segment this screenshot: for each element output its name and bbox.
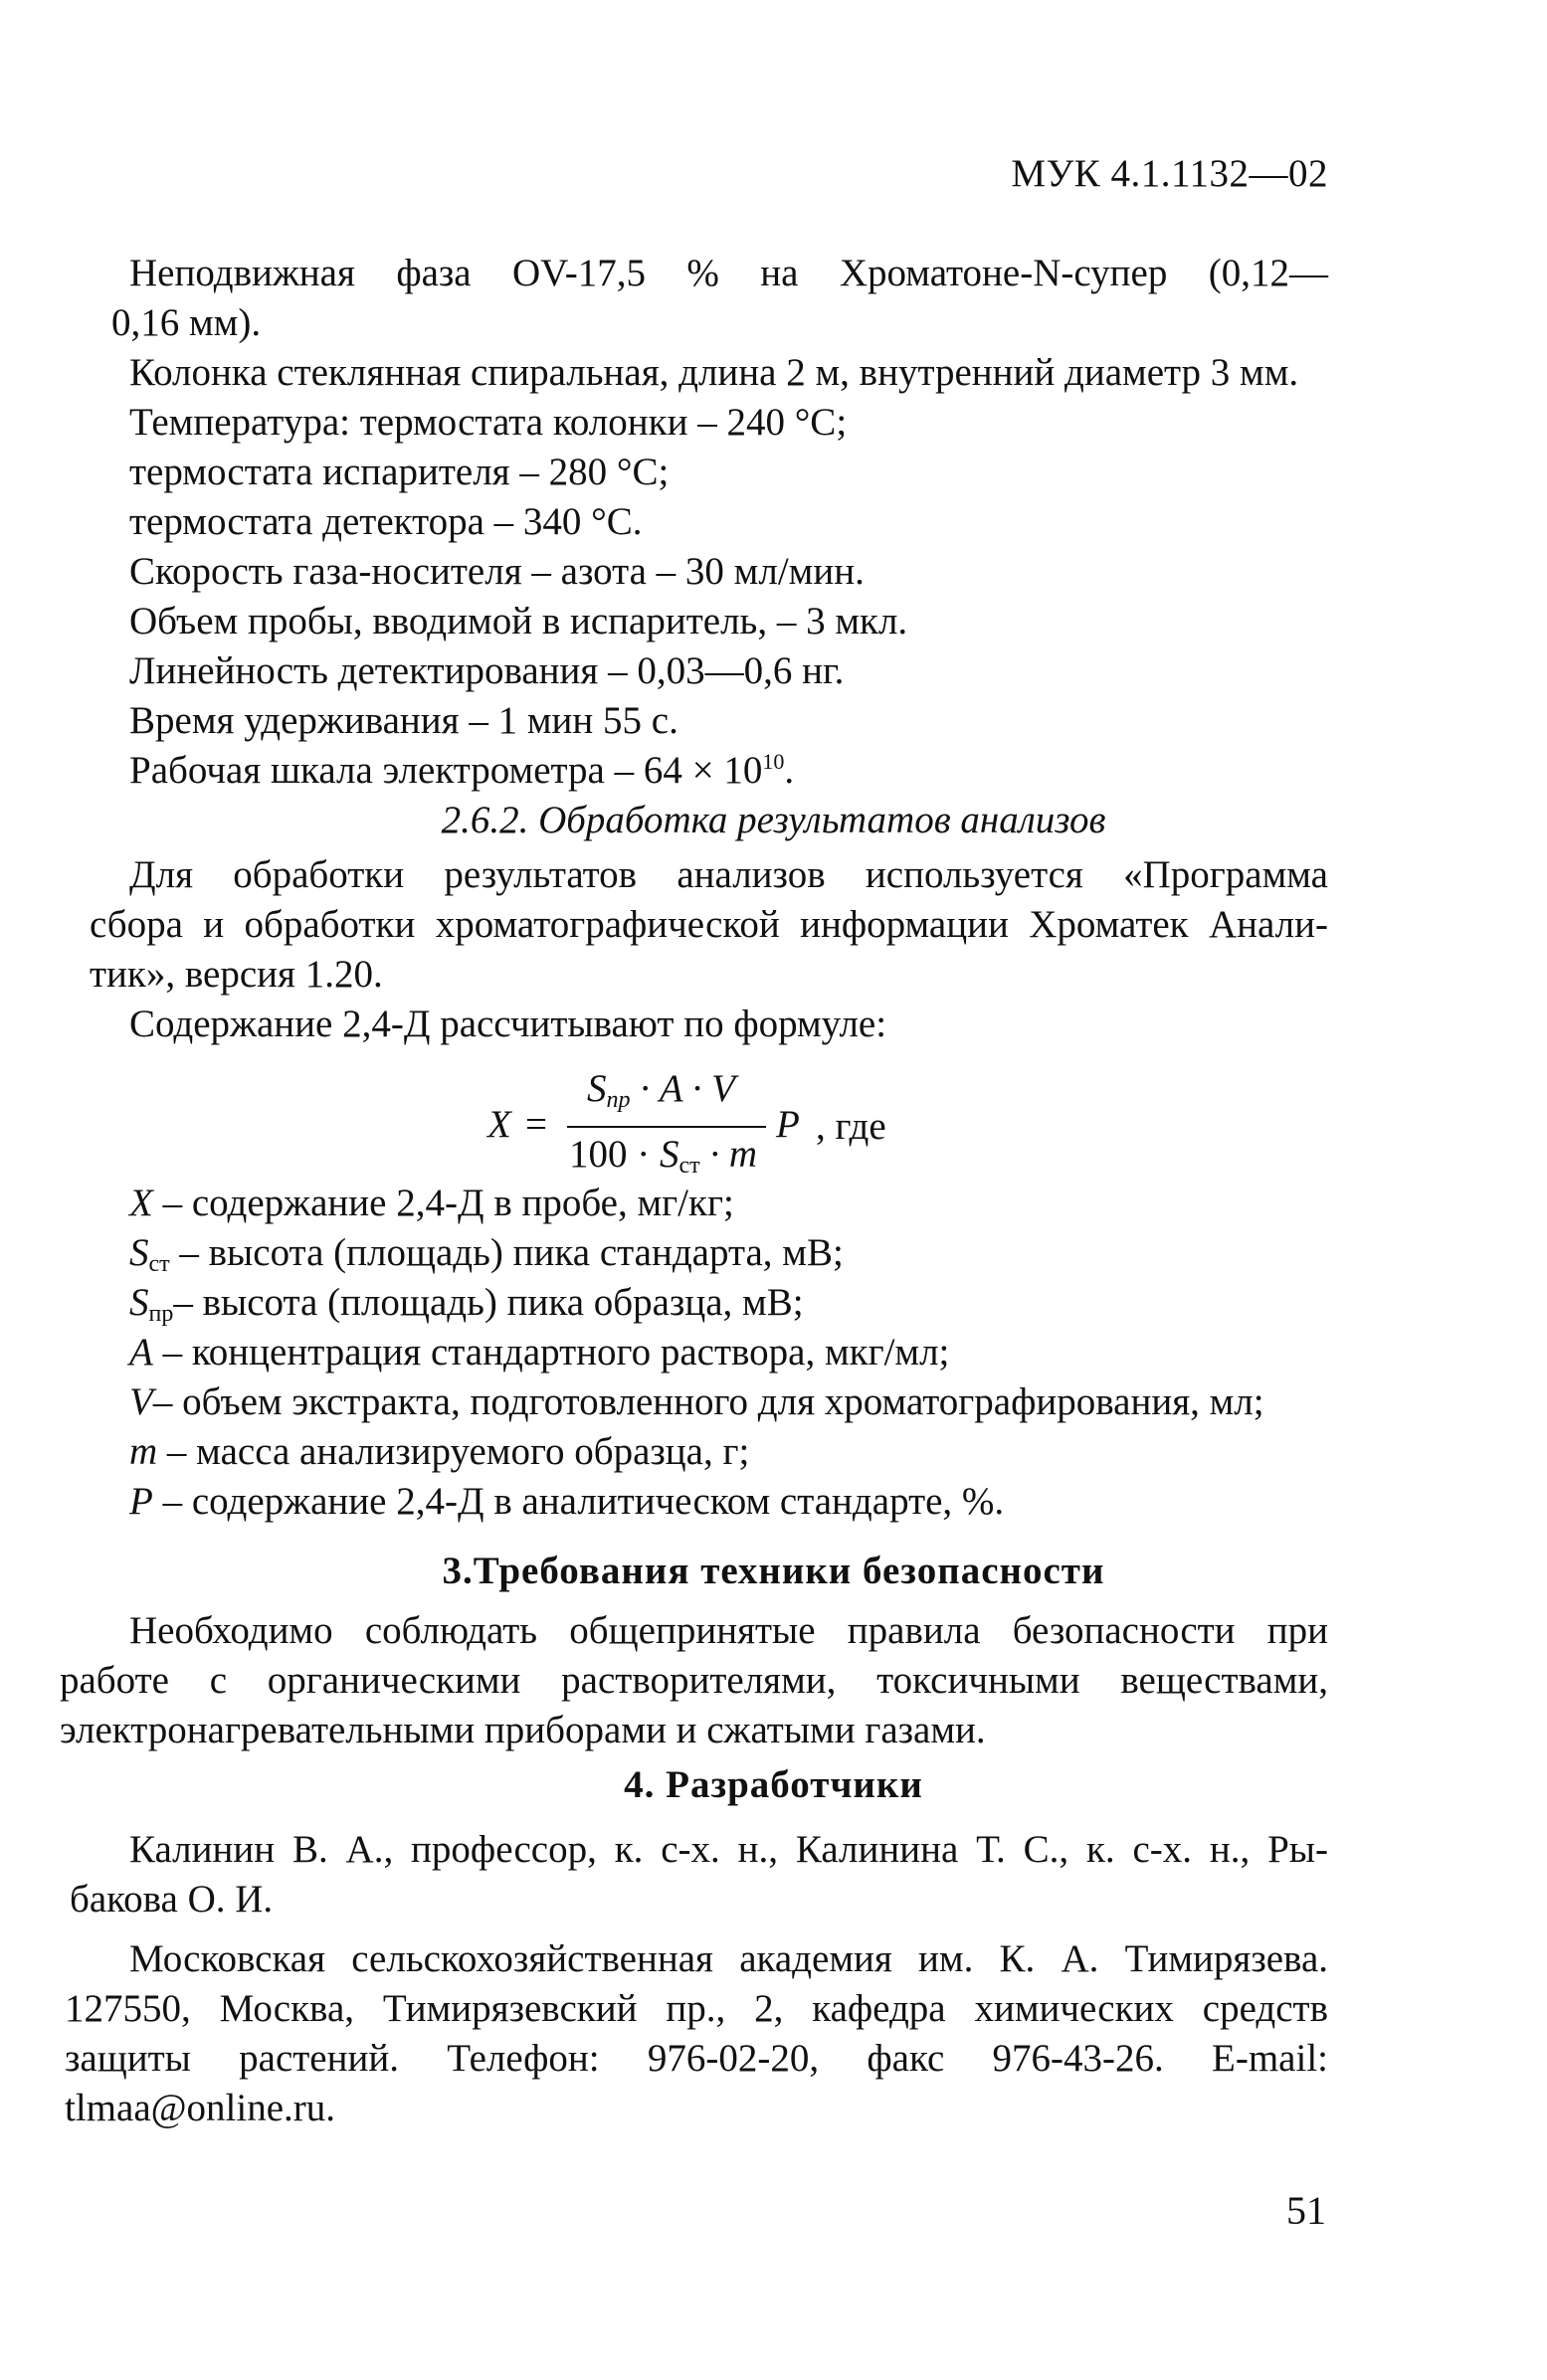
- authors-line: Калинин В. А., профессор, к. с-х. н., Калинина Т. С., к. с-х. н., Ры-: [129, 1828, 1328, 1871]
- section-3-text: [60, 1606, 1328, 1755]
- definition-line: [129, 1377, 1328, 1427]
- formula-p: P: [776, 1103, 800, 1146]
- org-email-line: tlmaa@online.ru.: [65, 2087, 336, 2129]
- section-2-6-2-title: 2.6.2. Обработка результатов анализов: [441, 799, 1106, 841]
- electrometer-scale-exponent: 10: [762, 749, 785, 774]
- org-line: 127550, Москва, Тимирязевский пр., 2, кафедра химических средств: [65, 1987, 1328, 2030]
- param-line: Время удерживания – 1 мин 55 с.: [129, 699, 678, 742]
- definition-text: – концентрация стандартного раствора, мкг/мл;: [152, 1331, 950, 1373]
- formula-den-s-subscript: ст: [678, 1153, 700, 1179]
- definition-symbol: S: [129, 1231, 149, 1274]
- electrometer-scale-text: Рабочая шкала электрометра – 64 × 10: [129, 749, 763, 792]
- org-line: защиты растений. Телефон: 976-02-20, факс 976-43-26. E-mail:: [65, 2037, 1328, 2080]
- definition-text: – масса анализируемого образца, г;: [157, 1430, 750, 1473]
- definition-line: [129, 1179, 1328, 1228]
- param-line: термостата испарителя – 280 °С;: [129, 451, 670, 493]
- section-4-authors: [70, 1825, 1328, 1924]
- definition-line: [129, 1427, 1328, 1477]
- section-4-title: 4. Разработчики: [624, 1763, 923, 1806]
- electrometer-scale-line: [129, 746, 1328, 796]
- authors-line: бакова О. И.: [70, 1878, 274, 1921]
- formula-definitions: [129, 1179, 1328, 1527]
- param-line: Линейность детектирования – 0,03—0,6 нг.: [129, 649, 845, 692]
- definition-text: – высота (площадь) пика стандарта, мВ;: [169, 1231, 844, 1274]
- paragraph-line: Для обработки результатов анализов используется «Программа: [129, 853, 1328, 896]
- definition-symbol: S: [129, 1281, 149, 1324]
- definition-symbol: P: [129, 1480, 153, 1523]
- definition-subscript: ст: [148, 1251, 170, 1277]
- formula-equals: =: [525, 1103, 547, 1146]
- definition-text: – содержание 2,4-Д в пробе, мг/кг;: [152, 1182, 734, 1224]
- formula-den-prefix: 100 ·: [569, 1133, 660, 1176]
- definition-line: [129, 1228, 1328, 1278]
- section-3-title: 3.Требования техники безопасности: [442, 1550, 1105, 1592]
- definition-symbol: X: [129, 1182, 153, 1224]
- definition-text: – объем экстракта, подготовленного для хроматографирования, мл;: [152, 1380, 1264, 1423]
- formula-intro: Содержание 2,4-Д рассчитывают по формуле:: [129, 1003, 887, 1045]
- section-4-organization: [65, 1934, 1328, 2133]
- section-2-6-2-text: [90, 850, 1328, 1049]
- definition-text: – высота (площадь) пика образца, мВ;: [173, 1281, 804, 1324]
- electrometer-scale-end: .: [784, 749, 795, 792]
- param-line: термостата детектора – 340 °С.: [129, 500, 643, 543]
- paragraph-line: Необходимо соблюдать общепринятые правила безопасности при: [129, 1609, 1328, 1652]
- definition-line: [129, 1477, 1328, 1527]
- definition-symbol: A: [129, 1331, 153, 1373]
- definition-text: – содержание 2,4-Д в аналитическом стандарте, %.: [152, 1480, 1005, 1523]
- formula-where: , где: [816, 1105, 886, 1148]
- definition-symbol: m: [129, 1430, 158, 1473]
- paragraph-line: электронагревательными приборами и сжатыми газами.: [60, 1709, 986, 1751]
- param-line: 0,16 мм).: [111, 301, 262, 344]
- param-line: Колонка стеклянная спиральная, длина 2 м, внутренний диаметр 3 мм.: [129, 351, 1299, 394]
- formula-den-s: S: [660, 1133, 679, 1176]
- page-number: 51: [1286, 2188, 1326, 2233]
- definition-subscript: пр: [148, 1301, 174, 1327]
- document-code: МУК 4.1.1132—02: [1011, 152, 1328, 195]
- org-line: Московская сельскохозяйственная академия им. К. А. Тимирязева.: [129, 1937, 1328, 1980]
- formula-numerator: [587, 1064, 735, 1114]
- param-line: Объем пробы, вводимой в испаритель, – 3 мкл.: [129, 600, 908, 642]
- param-line: Неподвижная фаза OV-17,5 % на Хроматоне-N-супер (0,12—: [129, 252, 1328, 294]
- paragraph-line: тик», версия 1.20.: [90, 953, 383, 996]
- content-formula: [478, 1064, 955, 1184]
- formula-den-rest: · m: [699, 1133, 758, 1176]
- formula-numerator-rest: · A · V: [630, 1067, 735, 1110]
- formula-denominator: [569, 1130, 757, 1180]
- definition-symbol: V: [129, 1380, 153, 1423]
- chromatography-parameters: [111, 249, 1328, 796]
- paragraph-line: работе с органическими растворителями, токсичными веществами,: [60, 1659, 1328, 1702]
- paragraph-line: сбора и обработки хроматографической информации Хроматек Анали-: [90, 903, 1328, 946]
- formula-lhs: X: [487, 1103, 511, 1146]
- fraction-bar: [567, 1126, 766, 1128]
- formula-s-subscript: пр: [606, 1087, 631, 1113]
- param-line: Скорость газа-носителя – азота – 30 мл/мин.: [129, 550, 865, 593]
- definition-line: [129, 1328, 1328, 1377]
- param-line: Температура: термостата колонки – 240 °С;: [129, 401, 848, 444]
- formula-s-symbol: S: [587, 1067, 607, 1110]
- definition-line: [129, 1278, 1328, 1328]
